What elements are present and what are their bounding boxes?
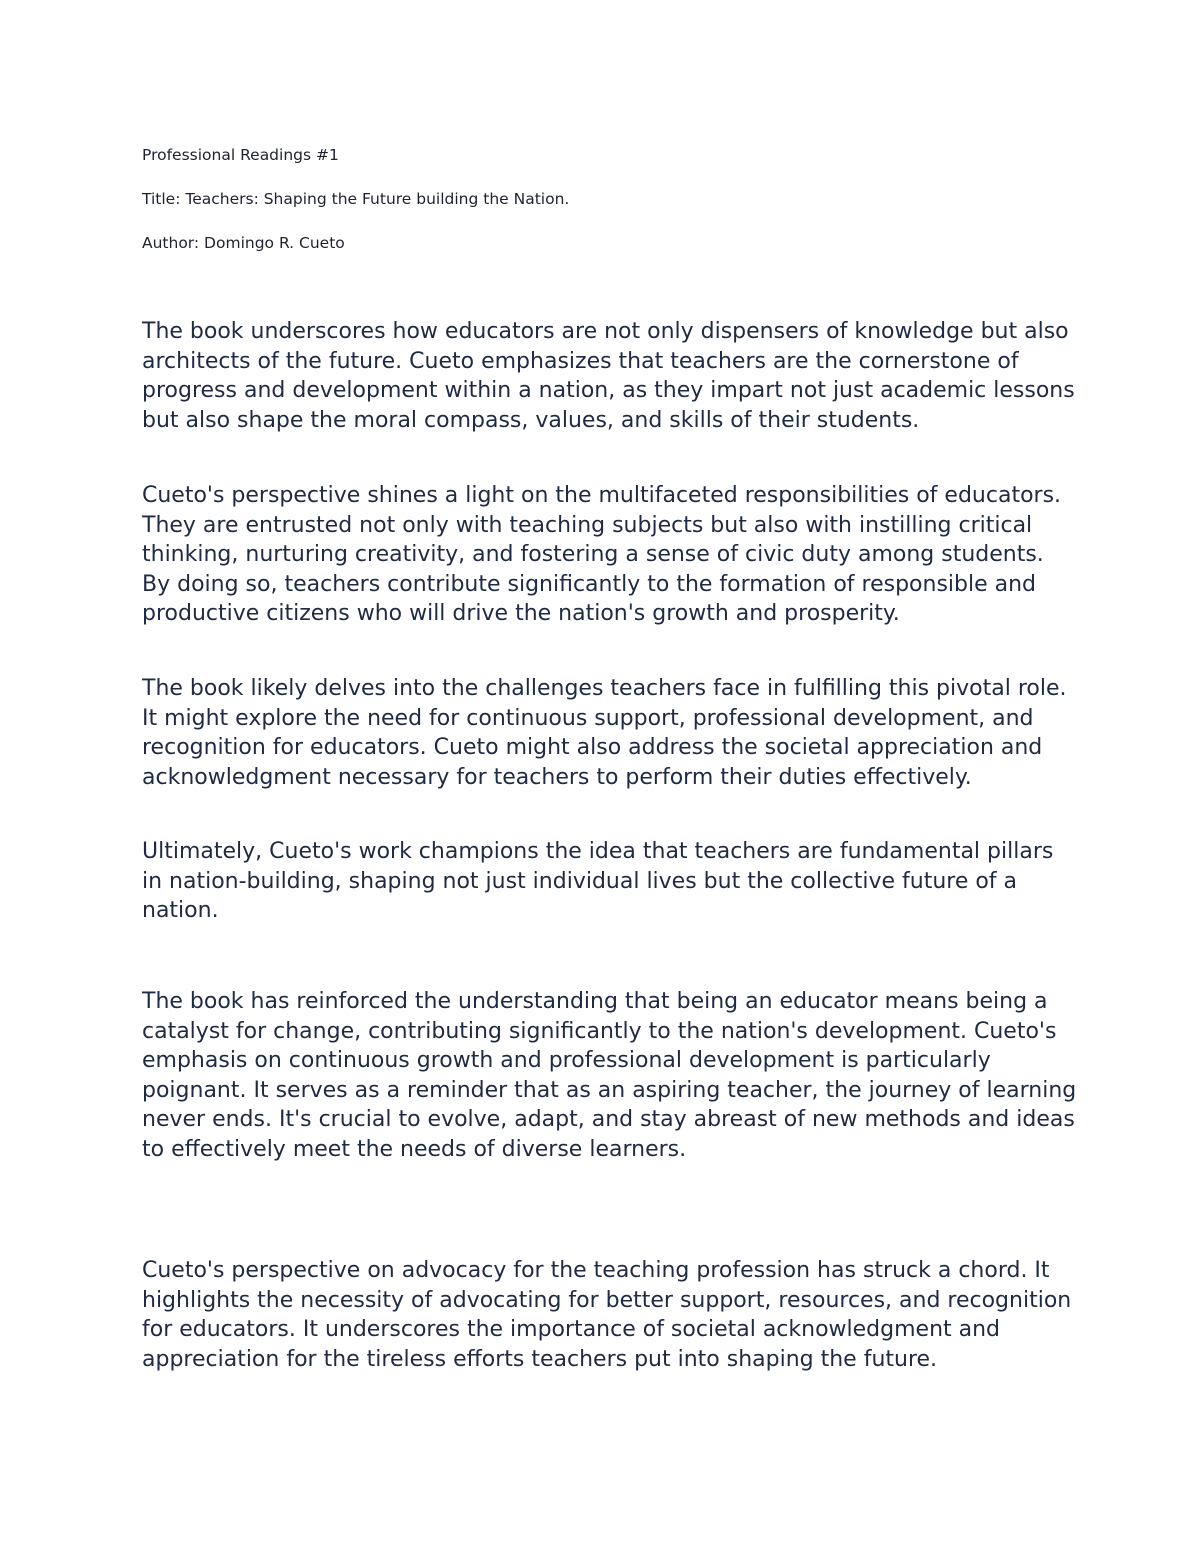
document-label: Professional Readings #1 <box>142 146 339 164</box>
body-paragraph-4: Ultimately, Cueto's work champions the idea that teachers are fundamental pillars in nation-building, shaping not just individual lives but the collective future of a nation. <box>142 839 1054 923</box>
document-title-line: Title: Teachers: Shaping the Future building the Nation. <box>142 190 570 208</box>
body-paragraph-6: Cueto's perspective on advocacy for the teaching profession has struck a chord. It highlights the necessity of advocating for better support, resources, and recognition for educators. It underscores the importance of societal acknowledgment and appreciation for the tireless efforts teachers put into shaping the future. <box>142 1258 1072 1372</box>
body-paragraph-3: The book likely delves into the challenges teachers face in fulfilling this pivotal role. It might explore the need for continuous support, professional development, and recognition for educators. Cueto might also address the societal appreciation and acknowledgment necessary for teachers to perform their duties effectively. <box>142 676 1067 790</box>
body-paragraph-5: The book has reinforced the understanding that being an educator means being a catalyst for change, contributing significantly to the nation's development. Cueto's emphasis on continuous growth and professional development is particularly poignant. It serves as a reminder that as an aspiring teacher, the journey of learning never ends. It's crucial to evolve, adapt, and stay abreast of new methods and ideas to effectively meet the needs of diverse learners. <box>142 989 1077 1162</box>
body-paragraph-1: The book underscores how educators are not only dispensers of knowledge but also architects of the future. Cueto emphasizes that teachers are the cornerstone of progress and development within a nation, as they impart not just academic lessons but also shape the moral compass, values, and skills of their students. <box>142 319 1075 433</box>
document-author-line: Author: Domingo R. Cueto <box>142 234 345 252</box>
body-paragraph-2: Cueto's perspective shines a light on the multifaceted responsibilities of educators. They are entrusted not only with teaching subjects but also with instilling critical thinking, nurturing creativity, and fostering a sense of civic duty among students. By doing so, teachers contribute significantly to the formation of responsible and productive citizens who will drive the nation's growth and prosperity. <box>142 483 1062 626</box>
